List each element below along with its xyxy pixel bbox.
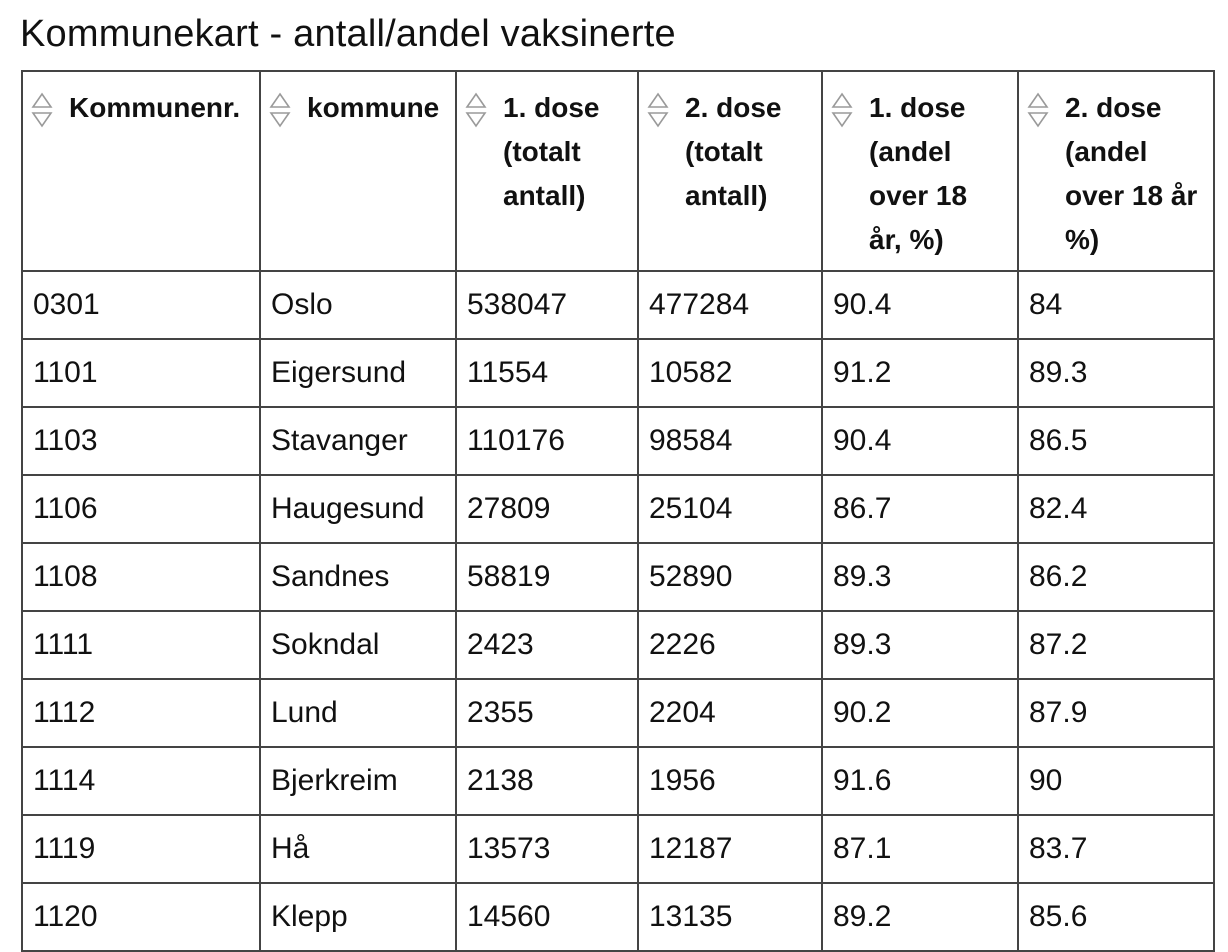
column-header-label: kommune bbox=[307, 92, 440, 123]
vaccination-table bbox=[21, 70, 1215, 952]
table-cell-dose1-share: 91.2 bbox=[822, 339, 1018, 407]
table-cell-dose1-total: 110176 bbox=[456, 407, 638, 475]
table-cell-kommunenr: 1108 bbox=[22, 543, 260, 611]
column-header-kommunenr[interactable] bbox=[22, 71, 260, 271]
column-header-label: 2. dose (andel over 18 år %) bbox=[1065, 92, 1198, 255]
sort-icon[interactable] bbox=[1027, 92, 1049, 128]
table-cell-dose1-share: 89.3 bbox=[822, 611, 1018, 679]
table-cell-dose1-share: 87.1 bbox=[822, 815, 1018, 883]
column-header-dose1-share[interactable] bbox=[822, 71, 1018, 271]
table-cell-kommune: Klepp bbox=[260, 883, 456, 951]
table-cell-dose1-share: 90.2 bbox=[822, 679, 1018, 747]
table-cell-kommunenr: 1114 bbox=[22, 747, 260, 815]
table-cell-kommunenr: 1111 bbox=[22, 611, 260, 679]
table-cell-kommunenr: 1106 bbox=[22, 475, 260, 543]
table-cell-dose1-total: 14560 bbox=[456, 883, 638, 951]
table-row bbox=[22, 679, 1214, 747]
table-row bbox=[22, 339, 1214, 407]
table-cell-dose2-share: 89.3 bbox=[1018, 339, 1214, 407]
table-row bbox=[22, 407, 1214, 475]
table-row bbox=[22, 747, 1214, 815]
table-cell-kommune: Lund bbox=[260, 679, 456, 747]
table-row bbox=[22, 475, 1214, 543]
table-cell-dose1-total: 538047 bbox=[456, 271, 638, 339]
table-cell-dose1-share: 89.2 bbox=[822, 883, 1018, 951]
table-cell-kommune: Haugesund bbox=[260, 475, 456, 543]
column-header-dose2-total[interactable] bbox=[638, 71, 822, 271]
sort-icon[interactable] bbox=[31, 92, 53, 128]
table-row bbox=[22, 271, 1214, 339]
table-cell-dose2-total: 477284 bbox=[638, 271, 822, 339]
table-cell-dose1-total: 13573 bbox=[456, 815, 638, 883]
sort-icon[interactable] bbox=[269, 92, 291, 128]
table-cell-dose2-total: 52890 bbox=[638, 543, 822, 611]
table-cell-dose2-share: 83.7 bbox=[1018, 815, 1214, 883]
table-row bbox=[22, 611, 1214, 679]
table-cell-dose2-share: 84 bbox=[1018, 271, 1214, 339]
table-cell-dose1-share: 90.4 bbox=[822, 407, 1018, 475]
table-cell-kommunenr: 1101 bbox=[22, 339, 260, 407]
column-header-label: 2. dose (totalt antall) bbox=[685, 92, 782, 211]
column-header-label: Kommunenr. bbox=[69, 92, 241, 123]
table-cell-dose2-total: 13135 bbox=[638, 883, 822, 951]
table-cell-kommunenr: 1112 bbox=[22, 679, 260, 747]
column-header-dose2-share[interactable] bbox=[1018, 71, 1214, 271]
sort-icon[interactable] bbox=[831, 92, 853, 128]
table-cell-kommunenr: 0301 bbox=[22, 271, 260, 339]
header-row bbox=[22, 71, 1214, 271]
sort-icon[interactable] bbox=[647, 92, 669, 128]
table-cell-dose1-share: 90.4 bbox=[822, 271, 1018, 339]
table-cell-dose1-total: 2355 bbox=[456, 679, 638, 747]
table-row bbox=[22, 883, 1214, 951]
table-cell-dose1-total: 2138 bbox=[456, 747, 638, 815]
table-cell-kommunenr: 1119 bbox=[22, 815, 260, 883]
table-cell-kommune: Eigersund bbox=[260, 339, 456, 407]
table-cell-kommune: Sandnes bbox=[260, 543, 456, 611]
table-cell-dose2-total: 25104 bbox=[638, 475, 822, 543]
table-cell-dose1-total: 27809 bbox=[456, 475, 638, 543]
table-cell-dose2-share: 86.2 bbox=[1018, 543, 1214, 611]
table-cell-dose1-share: 91.6 bbox=[822, 747, 1018, 815]
table-cell-kommune: Bjerkreim bbox=[260, 747, 456, 815]
table-cell-dose1-total: 11554 bbox=[456, 339, 638, 407]
table-cell-dose2-share: 86.5 bbox=[1018, 407, 1214, 475]
table-cell-dose2-share: 87.9 bbox=[1018, 679, 1214, 747]
table-cell-dose1-total: 2423 bbox=[456, 611, 638, 679]
column-header-dose1-total[interactable] bbox=[456, 71, 638, 271]
table-row bbox=[22, 543, 1214, 611]
table-cell-kommunenr: 1103 bbox=[22, 407, 260, 475]
table-cell-dose2-total: 2204 bbox=[638, 679, 822, 747]
table-cell-kommune: Oslo bbox=[260, 271, 456, 339]
column-header-label: 1. dose (andel over 18 år, %) bbox=[869, 92, 968, 255]
table-cell-dose2-total: 98584 bbox=[638, 407, 822, 475]
table-cell-dose2-total: 1956 bbox=[638, 747, 822, 815]
table-body bbox=[22, 271, 1214, 951]
table-cell-kommune: Sokndal bbox=[260, 611, 456, 679]
table-cell-dose2-total: 10582 bbox=[638, 339, 822, 407]
vaccination-table-container bbox=[21, 70, 1215, 952]
column-header-label: 1. dose (totalt antall) bbox=[503, 92, 600, 211]
table-cell-dose2-total: 2226 bbox=[638, 611, 822, 679]
table-cell-dose2-share: 87.2 bbox=[1018, 611, 1214, 679]
table-cell-dose1-share: 86.7 bbox=[822, 475, 1018, 543]
table-cell-kommunenr: 1120 bbox=[22, 883, 260, 951]
page-title: Kommunekart - antall/andel vaksinerte bbox=[20, 13, 676, 55]
table-cell-dose1-total: 58819 bbox=[456, 543, 638, 611]
table-cell-kommune: Stavanger bbox=[260, 407, 456, 475]
table-cell-dose2-total: 12187 bbox=[638, 815, 822, 883]
table-cell-dose2-share: 85.6 bbox=[1018, 883, 1214, 951]
sort-icon[interactable] bbox=[465, 92, 487, 128]
column-header-kommune[interactable] bbox=[260, 71, 456, 271]
table-cell-dose2-share: 90 bbox=[1018, 747, 1214, 815]
table-cell-kommune: Hå bbox=[260, 815, 456, 883]
table-row bbox=[22, 815, 1214, 883]
table-header bbox=[22, 71, 1214, 271]
table-cell-dose1-share: 89.3 bbox=[822, 543, 1018, 611]
table-cell-dose2-share: 82.4 bbox=[1018, 475, 1214, 543]
